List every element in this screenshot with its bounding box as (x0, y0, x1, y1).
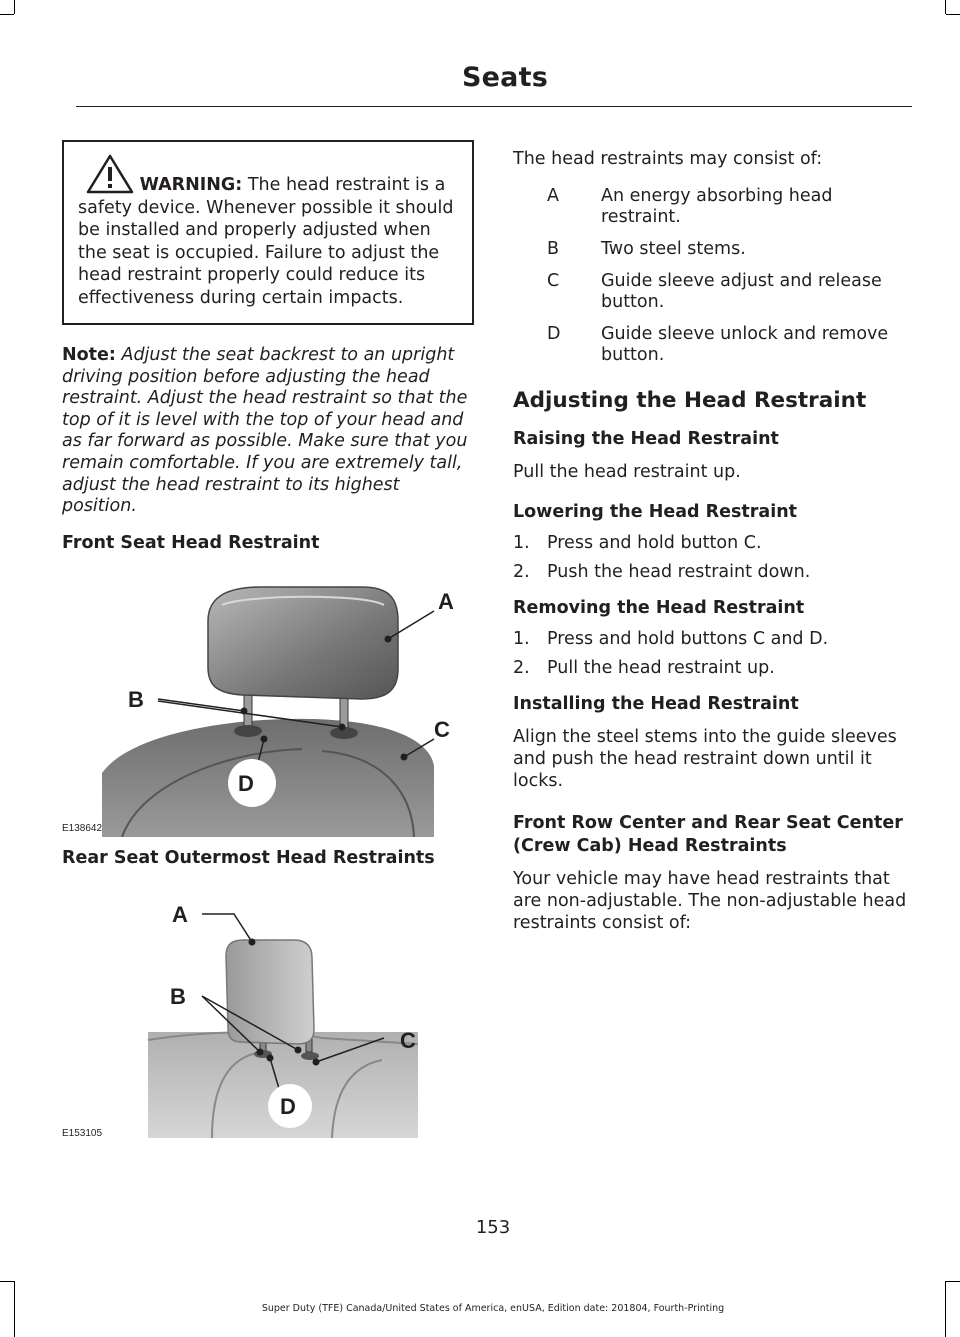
crop-mark (0, 1281, 14, 1282)
lower-heading: Lowering the Head Restraint (513, 502, 798, 522)
warning-text: The head restraint is a safety device. Whenever possible it should be installed and properly adjusted when the seat is occupied. Failure to adjust the head restraint properly could reduce its effectiveness during certain impacts. (78, 175, 454, 308)
parts-intro: The head restraints may consist of: (513, 149, 823, 169)
list-item (513, 657, 911, 679)
warning-box (62, 140, 474, 325)
raise-heading: Raising the Head Restraint (513, 429, 779, 449)
parts-list (513, 186, 911, 366)
figure1-caption: Front Seat Head Restraint (62, 532, 320, 553)
step-text: Press and hold buttons C and D. (547, 629, 829, 649)
note-text: Adjust the seat backrest to an upright driving position before adjusting the head restraint. Adjust the head restraint so that the top of it is level with the top of your head and as far forward as possible. Make sure that you remain comfortable. If you are extremely tall, adjust the head restraint to its highest position. (62, 345, 468, 517)
list-item (513, 271, 911, 313)
step-number: 2. (513, 562, 530, 582)
figure1-callout-d: D (238, 770, 254, 796)
raise-text: Pull the head restraint up. (513, 462, 741, 482)
figure1-id: E138642 (62, 822, 103, 834)
figure2-callout-b: B (170, 983, 186, 1009)
list-item (513, 628, 911, 650)
front-head-restraint-figure (62, 561, 474, 837)
part-letter: A (547, 186, 559, 206)
remove-heading: Removing the Head Restraint (513, 598, 805, 618)
crop-mark (946, 14, 960, 15)
crop-mark (14, 0, 15, 14)
part-letter: C (547, 271, 560, 291)
center-heading: Front Row Center and Rear Seat Center (Crew Cab) Head Restraints (513, 813, 903, 856)
list-item (513, 324, 911, 366)
left-column (62, 140, 474, 1140)
install-heading: Installing the Head Restraint (513, 694, 799, 714)
crop-mark (0, 14, 14, 15)
list-item (513, 186, 911, 228)
figure1-callout-c: C (434, 716, 450, 742)
figure1-callout-b: B (128, 686, 144, 712)
figure2-caption: Rear Seat Outermost Head Restraints (62, 847, 435, 868)
step-text: Press and hold button C. (547, 533, 762, 553)
footer-text: Super Duty (TFE) Canada/United States of America, enUSA, Edition date: 201804, Fourth-Printing (261, 1303, 725, 1314)
figure2-callout-d: D (280, 1093, 296, 1119)
step-text: Push the head restraint down. (547, 562, 811, 582)
lower-steps (513, 532, 911, 583)
warning-triangle-icon (86, 154, 134, 194)
warning-label: WARNING: (139, 175, 243, 195)
list-item (513, 239, 911, 260)
step-number: 1. (513, 629, 530, 649)
list-item (513, 561, 911, 583)
step-number: 1. (513, 533, 530, 553)
adjust-heading: Adjusting the Head Restraint (513, 388, 867, 413)
part-text: An energy absorbing head restraint. (601, 186, 833, 227)
part-letter: D (547, 324, 561, 344)
header-rule (76, 106, 912, 107)
part-text: Guide sleeve unlock and remove button. (601, 324, 889, 365)
note-label: Note: (62, 345, 116, 365)
crop-mark (946, 1281, 960, 1282)
step-text: Pull the head restraint up. (547, 658, 775, 678)
part-letter: B (547, 239, 560, 259)
part-text: Two steel stems. (601, 239, 746, 259)
figure2-id: E153105 (62, 1127, 103, 1139)
step-number: 2. (513, 658, 530, 678)
crop-mark (945, 0, 946, 14)
right-column (513, 140, 911, 934)
remove-steps (513, 628, 911, 679)
part-text: Guide sleeve adjust and release button. (601, 271, 882, 312)
note-paragraph (62, 345, 474, 518)
center-text: Your vehicle may have head restraints that are non-adjustable. The non-adjustable head restraints consist of: (513, 869, 907, 933)
figure1-callout-a: A (438, 588, 454, 614)
rear-head-restraint-figure (62, 880, 474, 1140)
figure2-callout-a: A (172, 901, 188, 927)
page-number: 153 (475, 1217, 511, 1238)
list-item (513, 532, 911, 554)
install-text: Align the steel stems into the guide sleeves and push the head restraint down until it locks. (513, 727, 897, 791)
figure2-callout-c: C (400, 1027, 416, 1053)
page-title: Seats (462, 62, 548, 93)
